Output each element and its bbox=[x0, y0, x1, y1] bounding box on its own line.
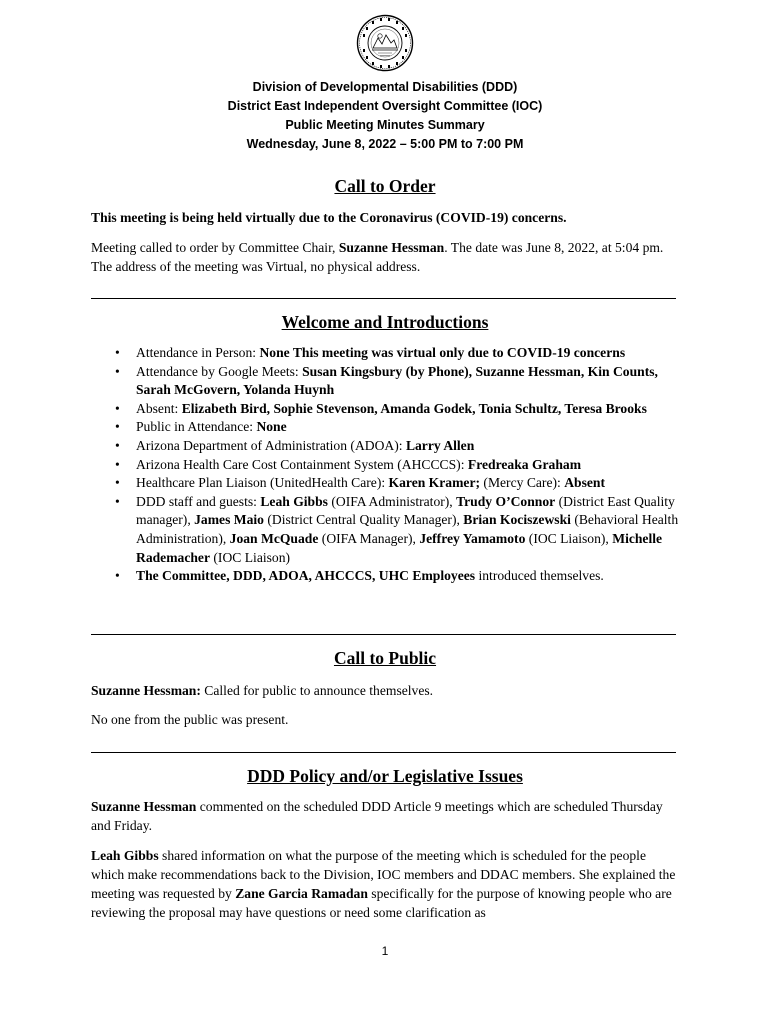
policy-paragraph-1: Suzanne Hessman commented on the scheduled DDD Article 9 meetings which are scheduled Thursday and Friday. bbox=[91, 799, 663, 833]
no-public-paragraph: No one from the public was present. bbox=[91, 712, 289, 727]
list-item: • Attendance in Person: None This meeting was virtual only due to COVID-19 concerns bbox=[136, 344, 681, 363]
header-doc-type: Public Meeting Minutes Summary bbox=[285, 118, 485, 132]
heading-call-to-public: Call to Public bbox=[333, 648, 437, 668]
section-divider bbox=[91, 298, 676, 299]
list-item: • DDD staff and guests: Leah Gibbs (OIFA Administrator), Trudy O’Connor (District East Quality manager), James Maio (District Central Quality Manager), Brian Kociszewski (Behavioral Health Administration), Joan McQuade (OIFA Manager), Jeffrey Yamamoto (IOC Liaison), Michelle Rademacher (IOC Liaison) bbox=[136, 493, 681, 567]
header-date: Wednesday, June 8, 2022 – 5:00 PM to 7:00 PM bbox=[246, 137, 524, 151]
attendance-list bbox=[91, 344, 681, 586]
page-number: 1 bbox=[381, 944, 389, 958]
list-item: • Healthcare Plan Liaison (UnitedHealth Care): Karen Kramer; (Mercy Care): Absent bbox=[136, 474, 681, 493]
heading-welcome: Welcome and Introductions bbox=[281, 312, 489, 332]
list-item: • Absent: Elizabeth Bird, Sophie Stevenson, Amanda Godek, Tonia Schultz, Teresa Brooks bbox=[136, 400, 681, 419]
list-item: • Attendance by Google Meets: Susan Kingsbury (by Phone), Suzanne Hessman, Kin Counts, Sarah McGovern, Yolanda Huynh bbox=[136, 363, 681, 400]
section-divider bbox=[91, 634, 676, 635]
list-item: • Arizona Department of Administration (ADOA): Larry Allen bbox=[136, 437, 681, 456]
heading-policy: DDD Policy and/or Legislative Issues bbox=[247, 766, 523, 786]
policy-paragraph-2: Leah Gibbs shared information on what the purpose of the meeting which is scheduled for the people which make recommendations back to the Division, IOC members and DDAC members. She explained the meeting was requested by Zane Garcia Ramadan specifically for the purpose of knowing people who are reviewing the proposal may have questions or need some clarification as bbox=[91, 848, 676, 920]
list-item: • The Committee, DDD, ADOA, AHCCCS, UHC Employees introduced themselves. bbox=[136, 567, 681, 586]
list-item: • Arizona Health Care Cost Containment System (AHCCCS): Fredreaka Graham bbox=[136, 456, 681, 475]
covid-notice: This meeting is being held virtually due to the Coronavirus (COVID-19) concerns. bbox=[91, 210, 567, 225]
call-to-public-paragraph: Suzanne Hessman: Called for public to announce themselves. bbox=[91, 683, 434, 698]
call-to-order-paragraph: Meeting called to order by Committee Chair, Suzanne Hessman. The date was June 8, 2022, at 5:04 pm. The address of the meeting was Virtual, no physical address. bbox=[91, 240, 664, 274]
heading-call-to-order: Call to Order bbox=[334, 176, 436, 196]
state-seal-icon bbox=[356, 14, 414, 72]
header-division: Division of Developmental Disabilities (DDD) bbox=[252, 80, 518, 94]
list-item: • Public in Attendance: None bbox=[136, 418, 681, 437]
section-divider bbox=[91, 752, 676, 753]
header-committee: District East Independent Oversight Committee (IOC) bbox=[227, 99, 543, 113]
